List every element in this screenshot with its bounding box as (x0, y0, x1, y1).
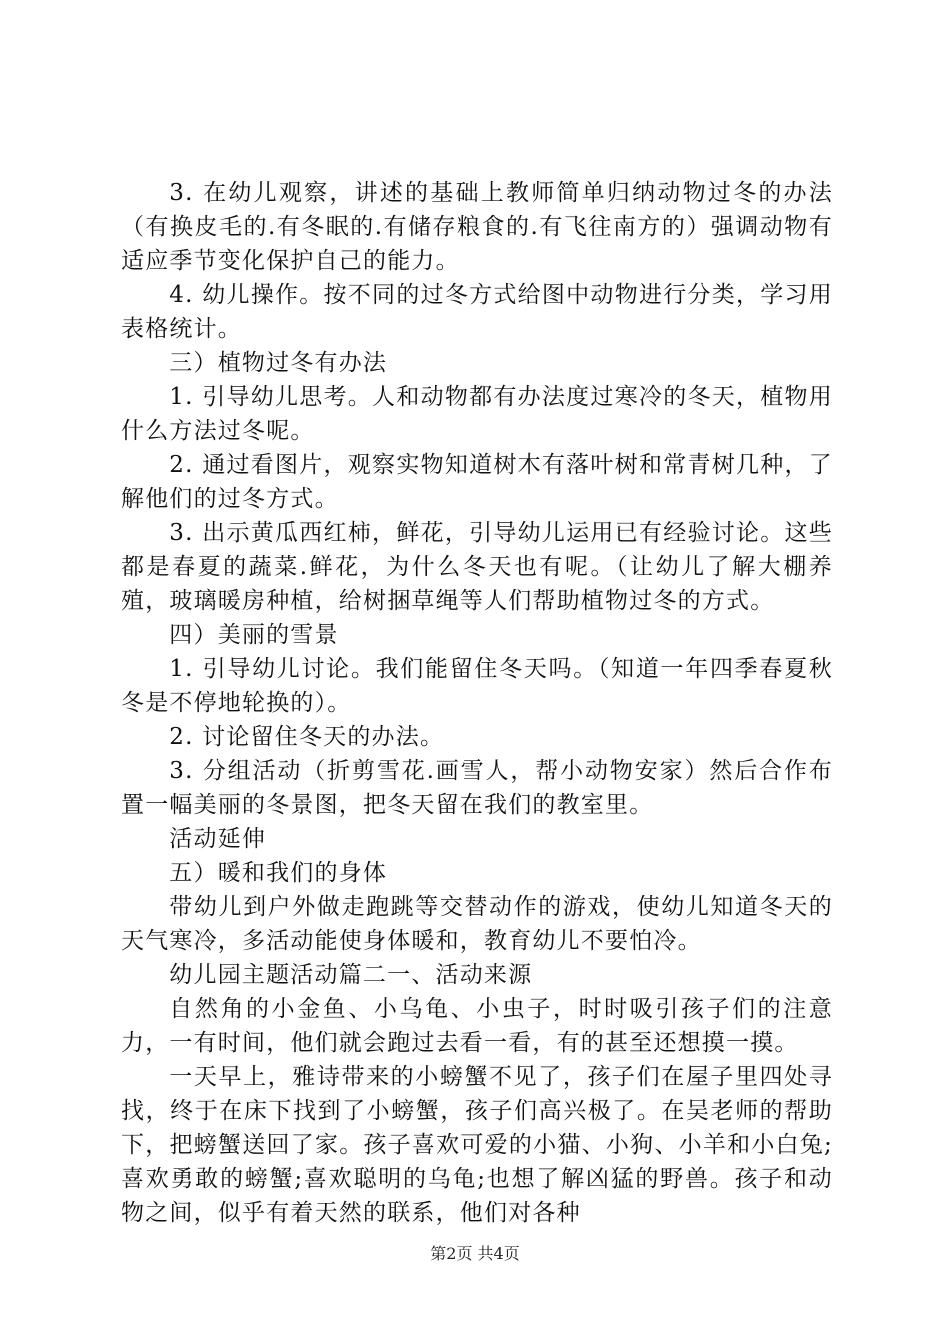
paragraph-snow-methods: 2. 讨论留住冬天的办法。 (169, 724, 445, 750)
section-heading-snow: 四）美丽的雪景 (169, 622, 339, 648)
section-heading-extension: 活动延伸 (169, 826, 267, 852)
page-footer (0, 1243, 950, 1265)
paragraph-plants-pictures: 2. 通过看图片，观察实物知道树木有落叶树和常青树几种，了解他们的过冬方式。 (121, 452, 833, 512)
paragraph-warm-body: 带幼儿到户外做走跑跳等交替动作的游戏，使幼儿知道冬天的天气寒冷，多活动能使身体暖和，教育幼儿不要怕冷。 (121, 894, 833, 954)
paragraph-nature-corner: 自然角的小金鱼、小乌龟、小虫子，时时吸引孩子们的注意力，一有时间，他们就会跑过去看一看，有的甚至还想摸一摸。 (121, 996, 833, 1056)
paragraph-plants-think: 1. 引导幼儿思考。人和动物都有办法度过寒冷的冬天，植物用什么方法过冬呢。 (121, 384, 833, 444)
paragraph-animal-sorting: 4. 幼儿操作。按不同的过冬方式给图中动物进行分类，学习用表格统计。 (121, 282, 833, 342)
page-number: 第2页 (430, 1244, 473, 1263)
section-heading-activity-source: 幼儿园主题活动篇二一、活动来源 (169, 962, 533, 988)
page-total: 共4页 (477, 1244, 520, 1263)
paragraph-animal-summary: 3. 在幼儿观察，讲述的基础上教师简单归纳动物过冬的办法（有换皮毛的.有冬眠的.有储存粮食的.有飞往南方的）强调动物有适应季节变化保护自己的能力。 (121, 180, 833, 274)
section-heading-warm-body: 五）暖和我们的身体 (169, 860, 388, 886)
paragraph-crab-story: 一天早上，雅诗带来的小螃蟹不见了，孩子们在屋子里四处寻找，终于在床下找到了小螃蟹，孩子们高兴极了。在吴老师的帮助下，把螃蟹送回了家。孩子喜欢可爱的小猫、小狗、小羊和小白兔;喜欢勇敢的螃蟹;喜欢聪明的乌龟;也想了解凶猛的野兽。孩子和动物之间，似乎有着天然的联系，他们对各种 (121, 1064, 833, 1226)
paragraph-snow-discussion: 1. 引导幼儿讨论。我们能留住冬天吗。（知道一年四季春夏秋冬是不停地轮换的）。 (121, 656, 833, 716)
body-text (121, 176, 833, 1230)
paragraph-snow-group: 3. 分组活动（折剪雪花.画雪人，帮小动物安家）然后合作布置一幅美丽的冬景图，把冬天留在我们的教室里。 (121, 758, 833, 818)
paragraph-plants-discussion: 3. 出示黄瓜西红柿，鲜花，引导幼儿运用已有经验讨论。这些都是春夏的蔬菜.鲜花，为什么冬天也有呢。（让幼儿了解大棚养殖，玻璃暖房种植，给树捆草绳等人们帮助植物过冬的方式。 (121, 520, 833, 614)
section-heading-plants: 三）植物过冬有办法 (169, 350, 388, 376)
